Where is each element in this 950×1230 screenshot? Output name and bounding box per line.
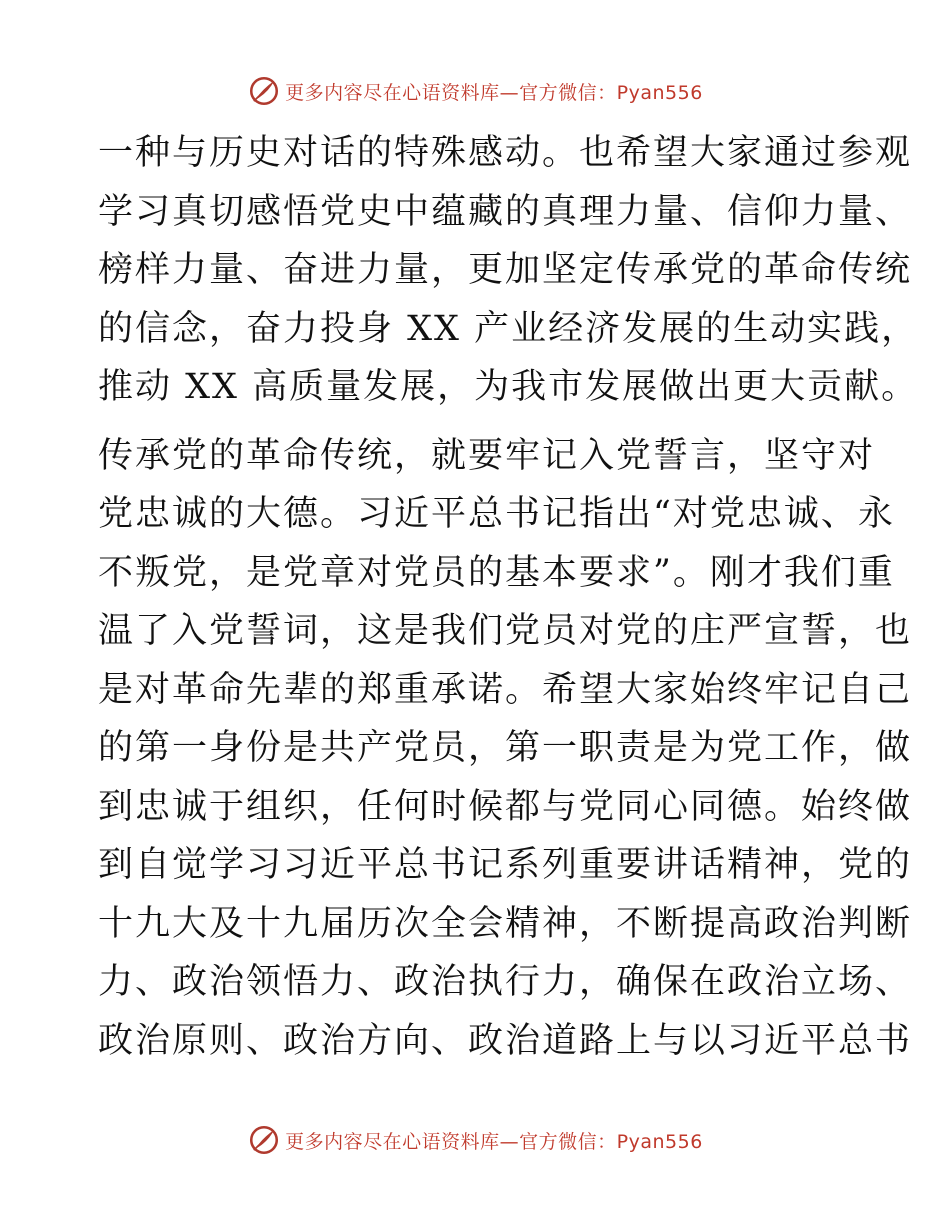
quill-logo-icon (247, 74, 281, 108)
text-line: 是对革命先辈的郑重承诺。希望大家始终牢记自己 (98, 669, 913, 710)
text-line: 力、政治领悟力、政治执行力，确保在政治立场、 (98, 962, 913, 1002)
text-line: 的信念，奋力投身 XX 产业经济发展的生动实践， (98, 308, 919, 349)
text-line: 一种与历史对话的特殊感动。也希望大家通过参观 (98, 133, 913, 173)
text-line: 到忠诚于组织，任何时候都与党同心同德。始终做 (98, 786, 913, 827)
text-line: 不叛党，是党章对党员的基本要求”。刚才我们重 (98, 552, 895, 593)
text-line: 到自觉学习习近平总书记系列重要讲话精神，党的 (98, 845, 913, 885)
footer-banner-text: 更多内容尽在心语资料库—官方微信：Pyan556 (285, 1130, 703, 1153)
header-banner (0, 71, 950, 111)
document-body (98, 124, 919, 1070)
text-line: 推动 XX 高质量发展，为我市发展做出更大贡献。 (98, 367, 919, 407)
text-line: 党忠诚的大德。习近平总书记指出“对党忠诚、永 (98, 494, 895, 534)
paragraph-1 (98, 124, 919, 417)
text-line: 政治原则、政治方向、政治道路上与以习近平总书 (98, 1020, 913, 1061)
header-banner-text: 更多内容尽在心语资料库—官方微信：Pyan556 (285, 81, 703, 104)
text-line: 榜样力量、奋进力量，更加坚定传承党的革命传统 (98, 250, 913, 290)
text-line: 的第一身份是共产党员，第一职责是为党工作，做 (98, 728, 913, 768)
quill-logo-icon (247, 1123, 281, 1157)
paragraph-2 (98, 427, 913, 1071)
text-line: 温了入党誓词，这是我们党员对党的庄严宣誓，也 (98, 611, 913, 651)
footer-banner (0, 1120, 950, 1160)
text-line: 传承党的革命传统，就要牢记入党誓言，坚守对 (98, 435, 876, 476)
text-line: 学习真切感悟党史中蕴藏的真理力量、信仰力量、 (98, 191, 913, 232)
text-line: 十九大及十九届历次全会精神，不断提高政治判断 (98, 903, 913, 944)
